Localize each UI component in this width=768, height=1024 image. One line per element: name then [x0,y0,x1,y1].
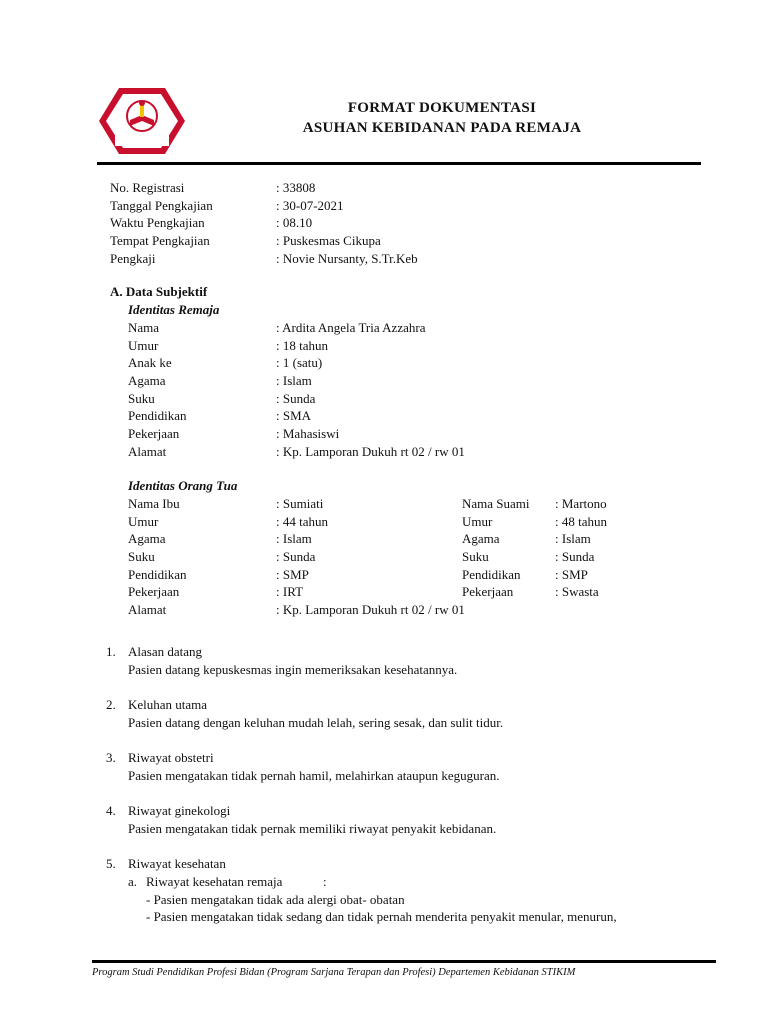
ortu-value-2: : Islam [555,531,591,546]
item-number: 5. [106,856,116,871]
remaja-value: : Sunda [276,391,316,406]
institution-logo [97,86,187,156]
item-title: Riwayat kesehatan [128,856,226,871]
identitas-remaja-title: Identitas Remaja [128,302,220,317]
ortu-label: Agama [128,531,166,546]
ortu-label: Suku [128,549,155,564]
ortu-value: : Sunda [276,549,316,564]
ortu-label: Pekerjaan [128,584,180,599]
remaja-value: : Islam [276,373,312,388]
subitem-bullet: - Pasien mengatakan tidak sedang dan tidak pernah menderita penyakit menular, menurun, [146,909,617,924]
item-title: Riwayat obstetri [128,750,214,765]
subitem-bullet: - Pasien mengatakan tidak ada alergi obat- obatan [146,892,405,907]
identitas-orang-tua-title: Identitas Orang Tua [128,478,238,493]
registration-label: Tanggal Pengkajian [110,198,213,213]
ortu-value: : Islam [276,531,312,546]
remaja-label: Anak ke [128,355,172,370]
item-body: Pasien datang kepuskesmas ingin memeriksakan kesehatannya. [128,662,458,677]
registration-value: : Novie Nursanty, S.Tr.Keb [276,251,418,266]
remaja-value: : Ardita Angela Tria Azzahra [276,320,426,335]
document-title: FORMAT DOKUMENTASI [347,100,537,116]
item-body: Pasien mengatakan tidak pernak memiliki riwayat penyakit kebidanan. [128,821,497,836]
ortu-label-2: Pekerjaan [462,584,514,599]
remaja-value: : SMA [276,408,312,423]
ortu-value: : 44 tahun [276,514,328,529]
registration-value: : 08.10 [276,215,313,230]
ortu-value-2: : Swasta [555,584,599,599]
remaja-label: Umur [128,338,159,353]
ortu-value-2: : SMP [555,567,588,582]
ortu-label-2: Nama Suami [462,496,530,511]
footer-divider [92,960,716,963]
registration-label: Pengkaji [110,251,156,266]
ortu-value: : SMP [276,567,309,582]
registration-label: Tempat Pengkajian [110,233,210,248]
subitem-title: Riwayat kesehatan remaja [146,874,283,889]
remaja-value: : Kp. Lamporan Dukuh rt 02 / rw 01 [276,444,465,459]
document-header [200,98,684,138]
document-subtitle: ASUHAN KEBIDANAN PADA REMAJA [302,120,582,136]
header-divider [97,162,701,165]
remaja-value: : Mahasiswi [276,426,340,441]
remaja-label: Alamat [128,444,167,459]
ortu-value: : IRT [276,584,304,599]
ortu-label: Alamat [128,602,167,617]
remaja-value: : 18 tahun [276,338,328,353]
ortu-label-2: Pendidikan [462,567,521,582]
ortu-label-2: Umur [462,514,493,529]
remaja-label: Suku [128,391,155,406]
ortu-value: : Kp. Lamporan Dukuh rt 02 / rw 01 [276,602,465,617]
item-body: Pasien datang dengan keluhan mudah lelah, sering sesak, dan sulit tidur. [128,715,504,730]
remaja-label: Pendidikan [128,408,187,423]
ortu-label-2: Suku [462,549,489,564]
page-footer: Program Studi Pendidikan Profesi Bidan (Program Sarjana Terapan dan Profesi) Departemen Kebidanan STIKIM [92,967,576,978]
item-number: 4. [106,803,116,818]
remaja-value: : 1 (satu) [276,355,323,370]
ortu-label: Pendidikan [128,567,187,582]
subitem-colon: : [323,874,327,889]
ortu-label: Nama Ibu [128,496,180,511]
subitem-letter: a. [128,874,138,889]
registration-label: No. Registrasi [110,180,185,195]
registration-value: : 33808 [276,180,316,195]
registration-value: : Puskesmas Cikupa [276,233,381,248]
ortu-value-2: : 48 tahun [555,514,607,529]
item-body: Pasien mengatakan tidak pernah hamil, melahirkan ataupun keguguran. [128,768,500,783]
item-number: 3. [106,750,116,765]
section-a-title: A. Data Subjektif [110,284,208,299]
ortu-value: : Sumiati [276,496,324,511]
registration-value: : 30-07-2021 [276,198,344,213]
item-number: 2. [106,697,116,712]
ortu-label: Umur [128,514,159,529]
item-title: Alasan datang [128,644,203,659]
ortu-value-2: : Martono [555,496,607,511]
registration-label: Waktu Pengkajian [110,215,205,230]
remaja-label: Agama [128,373,166,388]
item-title: Riwayat ginekologi [128,803,231,818]
ortu-value-2: : Sunda [555,549,595,564]
item-number: 1. [106,644,116,659]
remaja-label: Nama [128,320,160,335]
item-title: Keluhan utama [128,697,208,712]
remaja-label: Pekerjaan [128,426,180,441]
ortu-label-2: Agama [462,531,500,546]
